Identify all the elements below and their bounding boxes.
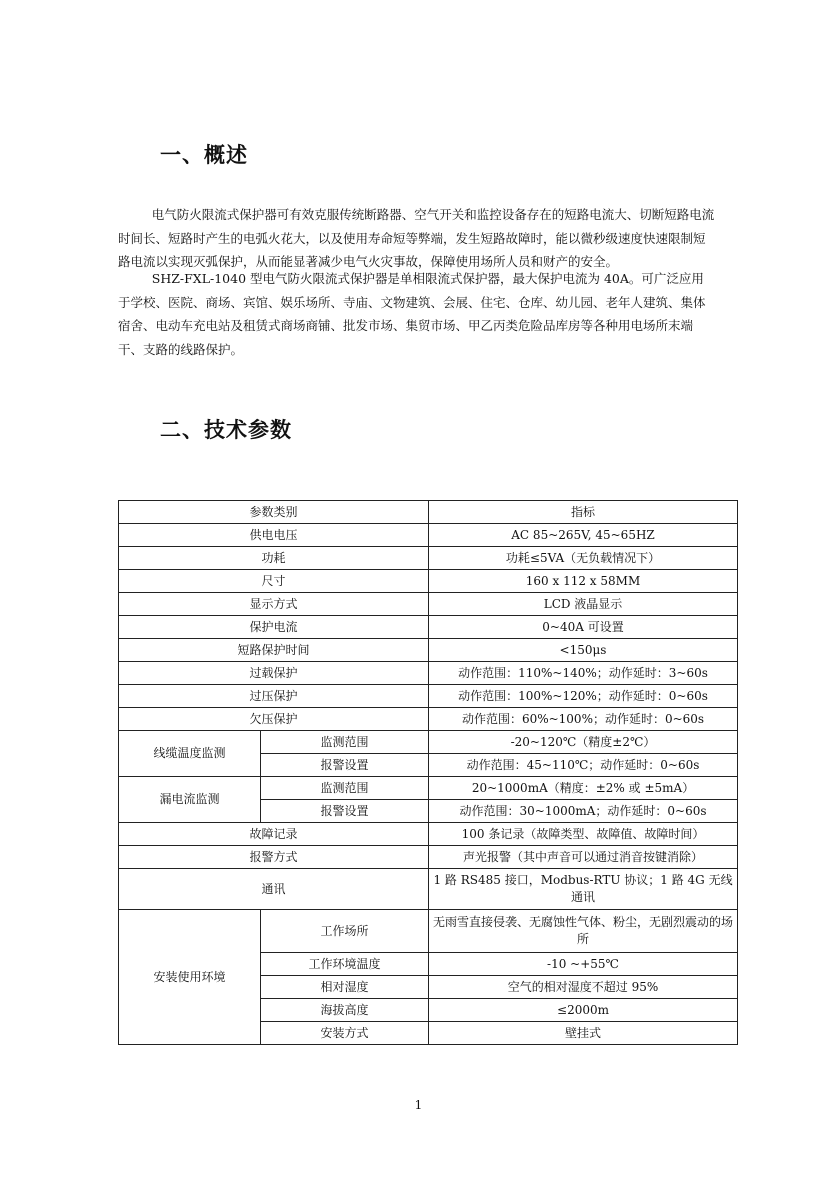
param-value: <150μs: [429, 639, 738, 662]
table-row: [119, 708, 738, 731]
param-name: 保护电流: [119, 616, 429, 639]
param-value: 功耗≤5VA（无负载情况下）: [429, 547, 738, 570]
param-value: AC 85~265V, 45~65HZ: [429, 524, 738, 547]
param-name: 供电电压: [119, 524, 429, 547]
param-name: 显示方式: [119, 593, 429, 616]
header-param: 参数类别: [119, 501, 429, 524]
param-name: 短路保护时间: [119, 639, 429, 662]
table-row: [119, 910, 738, 953]
param-value: 1 路 RS485 接口，Modbus-RTU 协议；1 路 4G 无线通讯: [429, 869, 738, 910]
param-name: 监测范围: [261, 731, 429, 754]
group-label-cable-temp: 线缆温度监测: [119, 731, 261, 777]
param-name: 监测范围: [261, 777, 429, 800]
overview-paragraph-2: SHZ-FXL-1040 型电气防火限流式保护器是单相限流式保护器，最大保护电流为 40A。可广泛应用于学校、医院、商场、宾馆、娱乐场所、寺庙、文物建筑、会展、住宅、仓库、幼儿园、老年人建筑、集体宿舍、电动车充电站及租赁式商场商铺、批发市场、集贸市场、甲乙丙类危险品库房等各种用电场所末端干、支路的线路保护。: [118, 271, 706, 357]
param-value: -20~120℃（精度±2℃）: [429, 731, 738, 754]
param-value: ≤2000m: [429, 999, 738, 1022]
table-row: [119, 616, 738, 639]
param-name: 欠压保护: [119, 708, 429, 731]
param-value: 动作范围：45~110℃；动作延时：0~60s: [429, 754, 738, 777]
param-value: 声光报警（其中声音可以通过消音按键消除）: [429, 846, 738, 869]
param-value: -10 ~+55℃: [429, 953, 738, 976]
table-row: [119, 777, 738, 800]
table-row: [119, 570, 738, 593]
param-value: 动作范围：110%~140%；动作延时：3~60s: [429, 662, 738, 685]
tech-params-table: [118, 500, 738, 1045]
param-value: LCD 液晶显示: [429, 593, 738, 616]
param-name: 工作环境温度: [261, 953, 429, 976]
param-value: 100 条记录（故障类型、故障值、故障时间）: [429, 823, 738, 846]
table-header-row: [119, 501, 738, 524]
table-row: [119, 869, 738, 910]
param-value: 壁挂式: [429, 1022, 738, 1045]
param-name: 安装方式: [261, 1022, 429, 1045]
param-name: 工作场所: [261, 910, 429, 953]
param-name: 报警设置: [261, 800, 429, 823]
param-value: 无雨雪直接侵袭、无腐蚀性气体、粉尘，无剧烈震动的场所: [429, 910, 738, 953]
table-row: [119, 524, 738, 547]
section-title-tech-params: 二、技术参数: [160, 418, 292, 442]
param-value: 160 x 112 x 58MM: [429, 570, 738, 593]
param-name: 故障记录: [119, 823, 429, 846]
param-value: 动作范围：30~1000mA；动作延时：0~60s: [429, 800, 738, 823]
param-name: 过压保护: [119, 685, 429, 708]
param-value: 空气的相对湿度不超过 95%: [429, 976, 738, 999]
page-number: 1: [414, 1098, 423, 1112]
table-row: [119, 662, 738, 685]
param-value: 动作范围：60%~100%；动作延时：0~60s: [429, 708, 738, 731]
group-label-install-env: 安装使用环境: [119, 910, 261, 1045]
table-row: [119, 685, 738, 708]
param-value: 20~1000mA（精度：±2% 或 ±5mA）: [429, 777, 738, 800]
param-name: 功耗: [119, 547, 429, 570]
table-row: [119, 846, 738, 869]
param-name: 尺寸: [119, 570, 429, 593]
param-value: 0~40A 可设置: [429, 616, 738, 639]
group-label-leakage: 漏电流监测: [119, 777, 261, 823]
param-name: 报警设置: [261, 754, 429, 777]
header-value: 指标: [429, 501, 738, 524]
param-value: 动作范围：100%~120%；动作延时：0~60s: [429, 685, 738, 708]
param-name: 相对湿度: [261, 976, 429, 999]
table-row: [119, 731, 738, 754]
param-name: 过载保护: [119, 662, 429, 685]
overview-paragraph-1: 电气防火限流式保护器可有效克服传统断路器、空气开关和监控设备存在的短路电流大、切断短路电流时间长、短路时产生的电弧火花大，以及使用寿命短等弊端，发生短路故障时，能以微秒级速度快速限制短路电流以实现灭弧保护，从而能显著减少电气火灾事故，保障使用场所人员和财产的安全。: [118, 207, 715, 269]
table-row: [119, 639, 738, 662]
section-title-overview: 一、概述: [160, 143, 248, 167]
param-name: 报警方式: [119, 846, 429, 869]
table-row: [119, 547, 738, 570]
param-name: 通讯: [119, 869, 429, 910]
param-name: 海拔高度: [261, 999, 429, 1022]
table-row: [119, 823, 738, 846]
table-row: [119, 593, 738, 616]
